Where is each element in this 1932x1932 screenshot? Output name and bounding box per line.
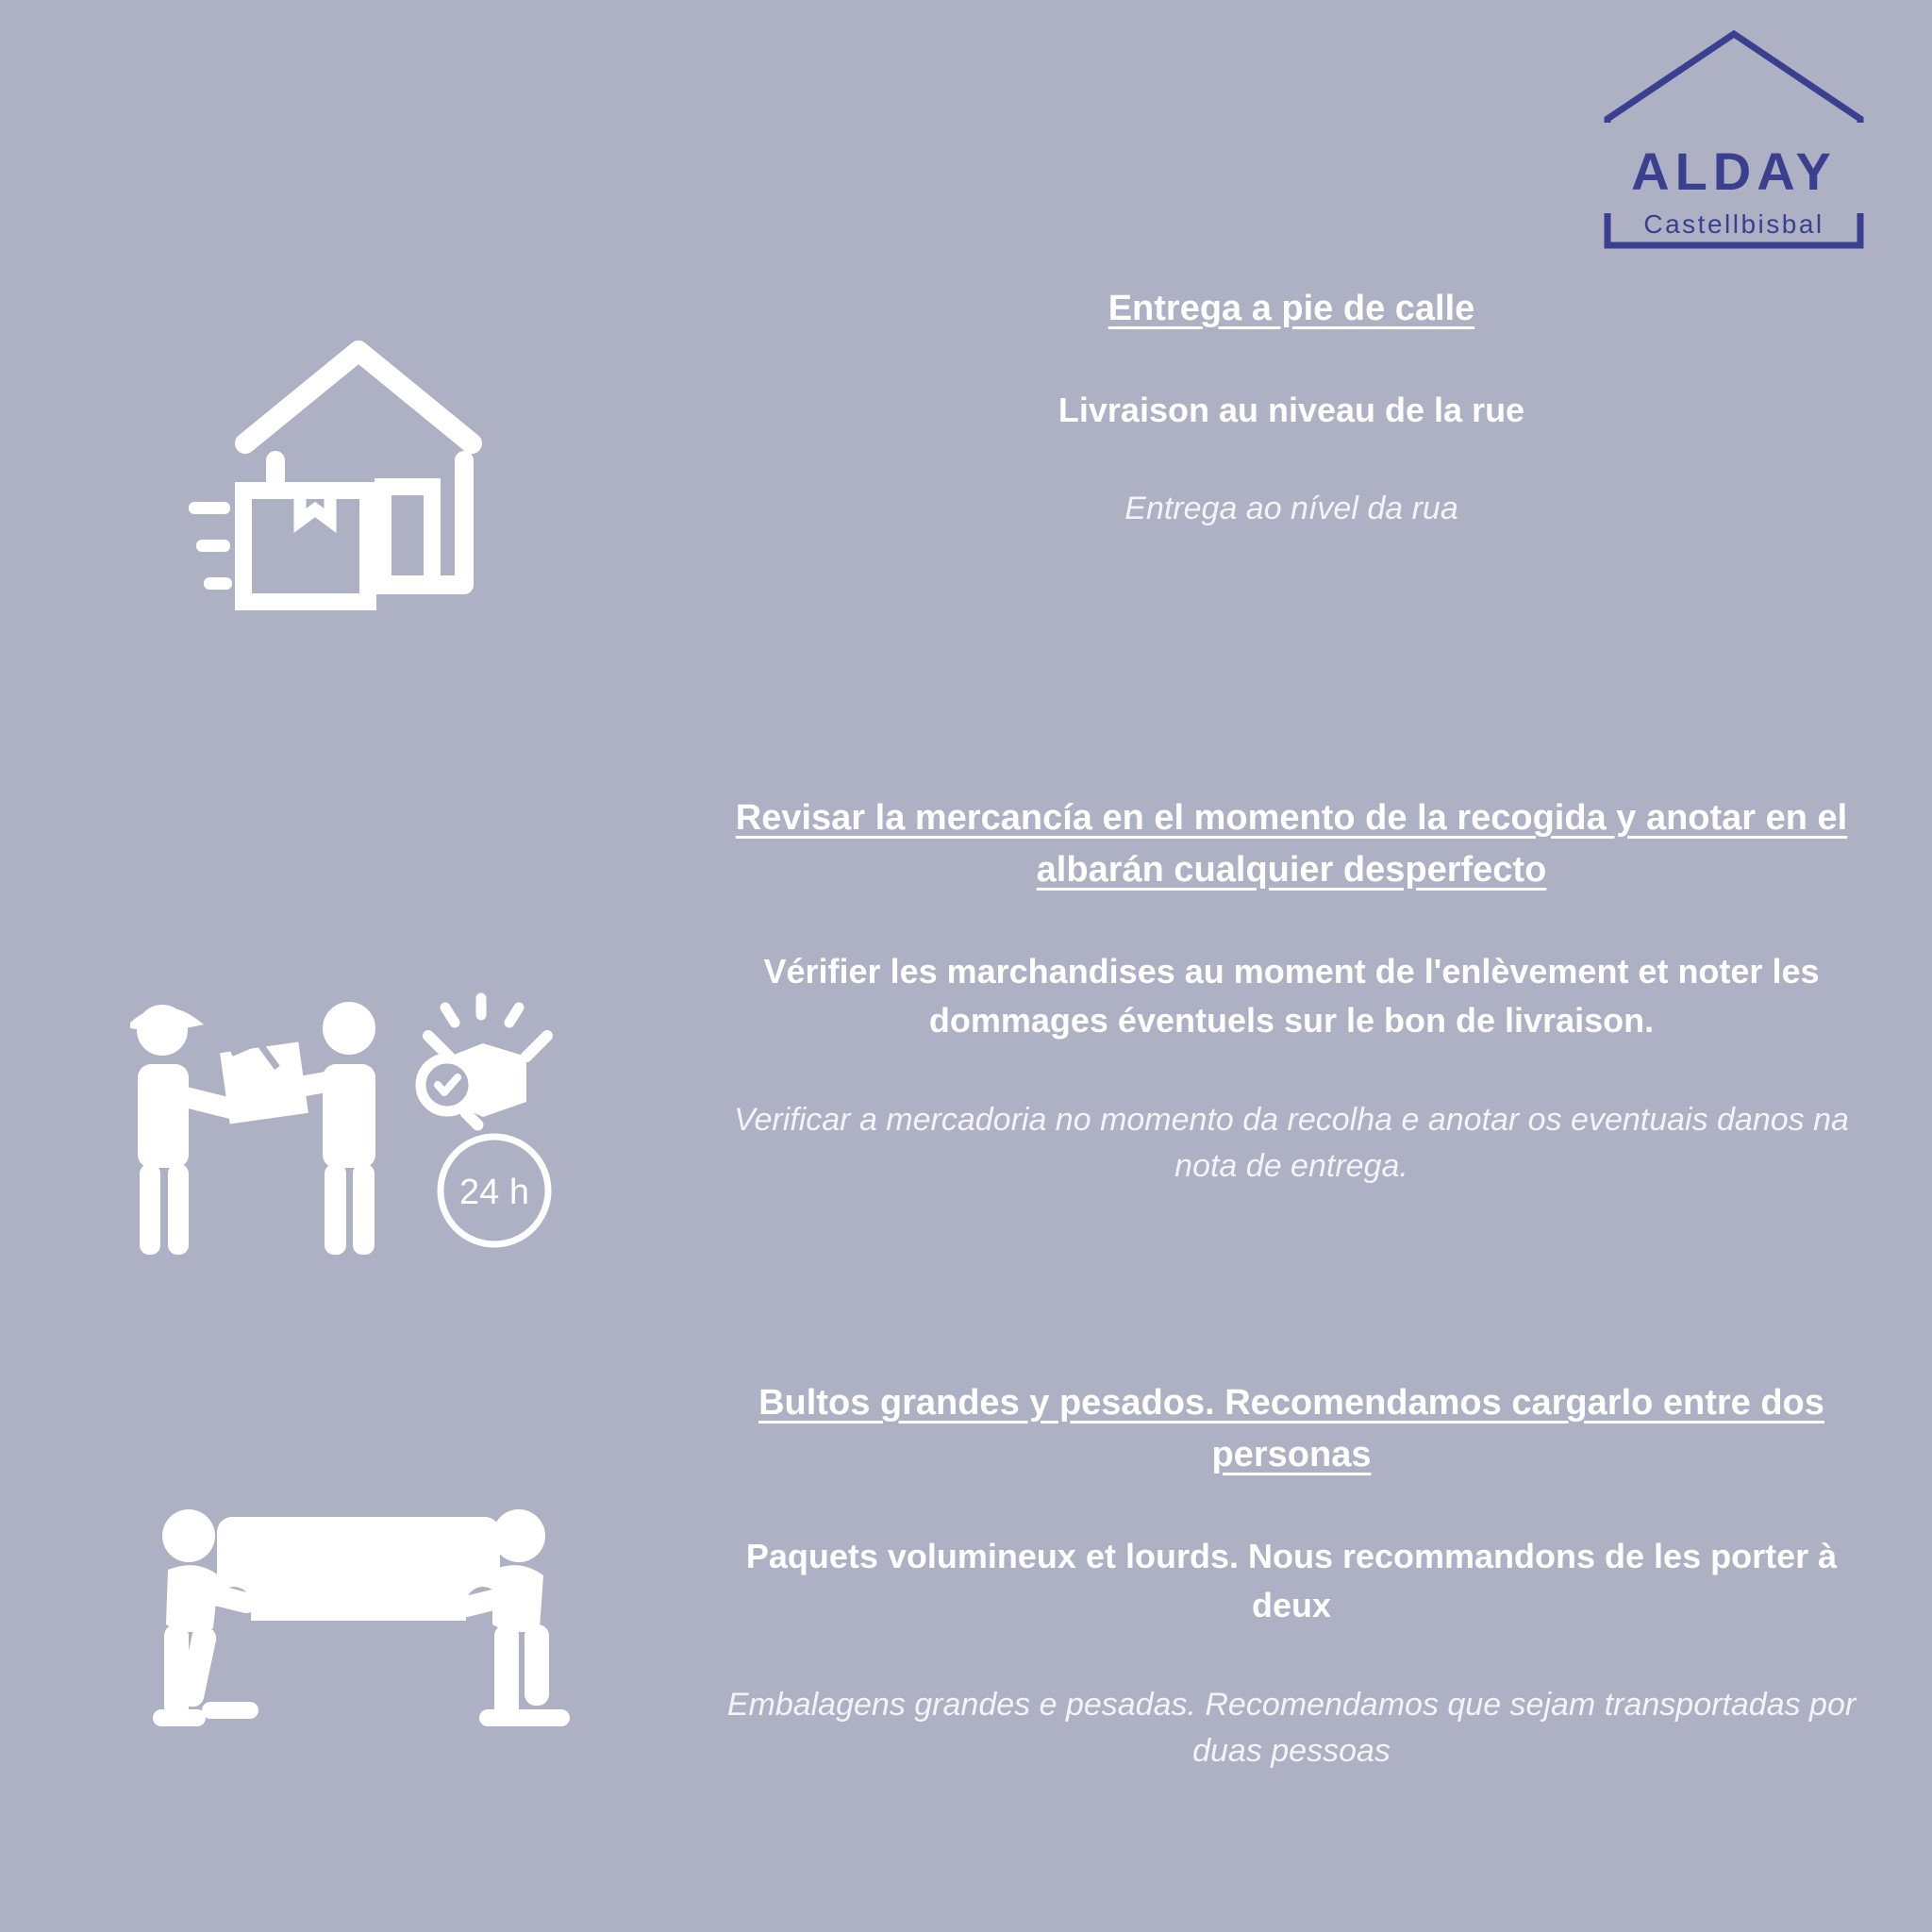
two-people-carrying-sofa-icon [142, 1500, 575, 1745]
section-text-es: Revisar la mercancía en el momento de la recogida y anotar en el albarán cualquier desperfecto [735, 798, 1848, 891]
text-column [717, 792, 1932, 1190]
section-text-fr: Livraison au niveau de la rue [1058, 391, 1525, 430]
icon-column [0, 1377, 717, 1745]
brand-name: ALDAY [1631, 142, 1837, 201]
section-text-pt: Embalagens grandes e pesadas. Recomendamos que sejam transportadas por duas pessoas [726, 1686, 1857, 1769]
icon-column [0, 283, 717, 613]
text-column [717, 1377, 1932, 1774]
section-text-es: Bultos grandes y pesados. Recomendamos cargarlo entre dos personas [758, 1383, 1824, 1475]
section-text-fr: Paquets volumineux et lourds. Nous recommandons de les porter à deux [745, 1537, 1838, 1625]
section-text-fr: Vérifier les marchandises au moment de l'enlèvement et noter les dommages éventuels sur le bon de livraison. [763, 952, 1820, 1041]
warehouse-with-package-icon [189, 302, 528, 613]
text-column [717, 283, 1932, 533]
badge-24h-label: 24 h [459, 1173, 529, 1212]
brand-location: Castellbisbal [1643, 209, 1824, 239]
info-section-inspect-goods [0, 792, 1932, 1264]
section-text-pt: Entrega ao nível da rua [1124, 491, 1458, 527]
brand-logo [1592, 25, 1875, 260]
info-section-heavy-packages [0, 1377, 1932, 1774]
section-text-es: Entrega a pie de calle [1108, 289, 1475, 328]
section-text-pt: Verificar a mercadoria no momento da recolha e anotar os eventuais danos na nota de entrega. [734, 1101, 1849, 1184]
icon-column [0, 792, 717, 1264]
package-handover-inspection-24h-icon [113, 991, 604, 1264]
info-section-street-delivery [0, 283, 1932, 613]
